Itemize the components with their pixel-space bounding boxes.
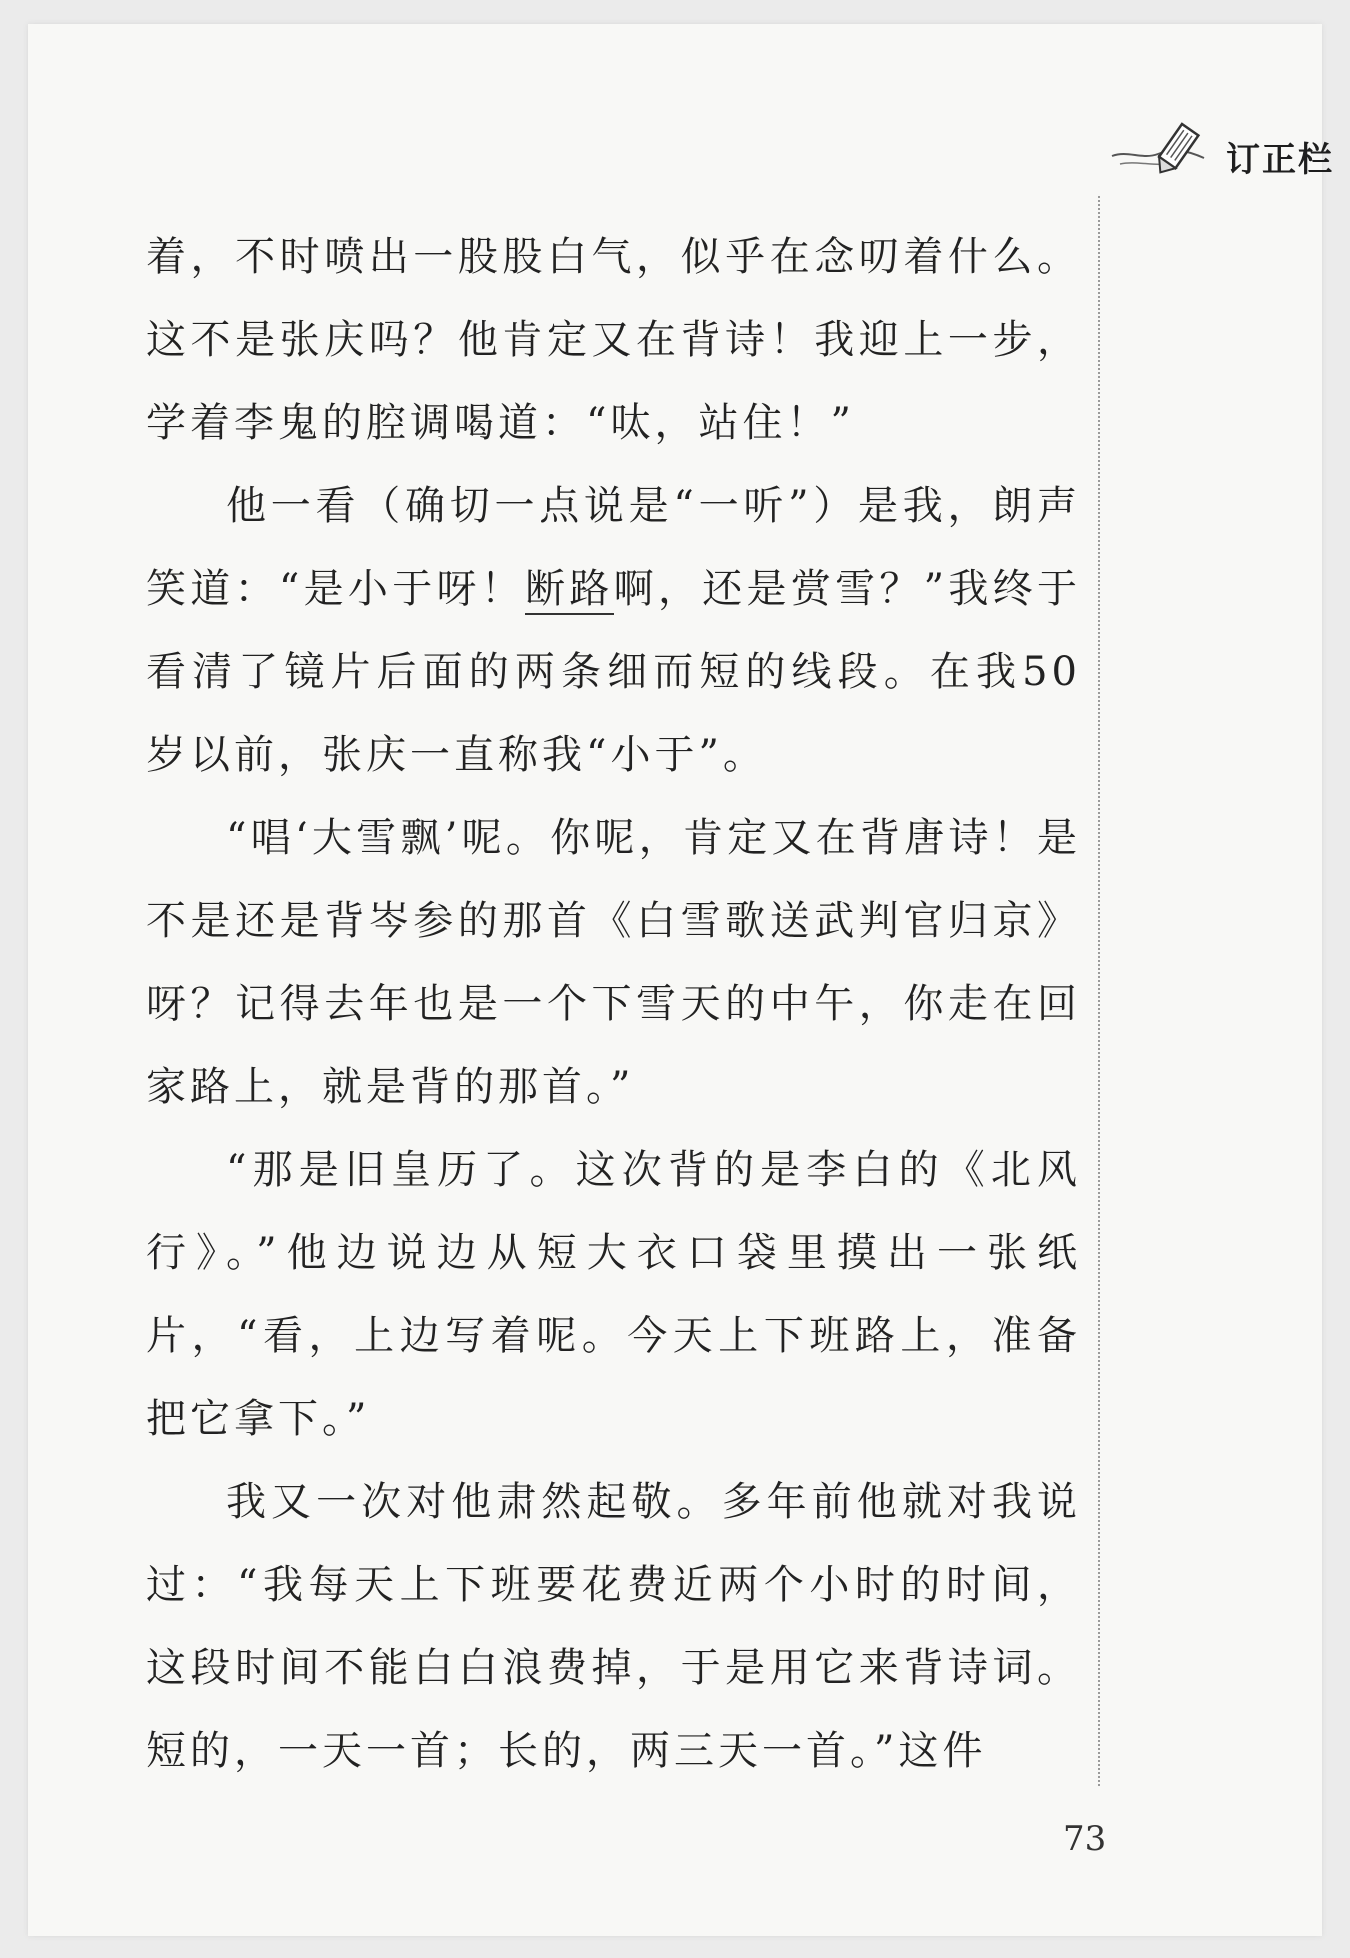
paragraph-text: 我又一次对他肃然起敬。多年前他就对我说过：“我每天上下班要花费近两个小时的时间，这段时间不能白白浪费掉，于是用它来背诗词。短的，一天一首；长的，两三天一首。”这件 xyxy=(146,1479,1081,1774)
page-number: 73 xyxy=(1063,1819,1107,1859)
pencil-icon xyxy=(1108,120,1228,184)
correction-column-header xyxy=(1108,120,1338,190)
paragraph-text: “那是旧皇历了。这次背的是李白的《北风行》。”他边说边从短大衣口袋里摸出一张纸片，“看，上边写着呢。今天上下班路上，准备把它拿下。” xyxy=(146,1147,1081,1442)
paragraph-text: 他一看（确切一点说是“一听”）是我，朗声笑道：“是小于呀！ xyxy=(146,483,1081,612)
paragraph xyxy=(146,216,1081,465)
paragraph-text: 着，不时喷出一股股白气，似乎在念叨着什么。这不是张庆吗？他肯定又在背诗！我迎上一步，学着李鬼的腔调喝道：“呔，站住！” xyxy=(146,234,1081,446)
paragraph xyxy=(146,797,1081,1129)
underlined-phrase: 断路 xyxy=(525,566,614,615)
book-page xyxy=(28,24,1334,1936)
paragraph xyxy=(146,1129,1081,1461)
paragraph-text: “唱‘大雪飘’呢。你呢，肯定又在背唐诗！是不是还是背岑参的那首《白雪歌送武判官归京》呀？记得去年也是一个下雪天的中午，你走在回家路上，就是背的那首。” xyxy=(146,815,1081,1110)
paragraph-text: 啊，还是赏雪？”我终于看清了镜片后面的两条细而短的线段。在我50岁以前，张庆一直称我“小于”。 xyxy=(146,566,1082,778)
story-text xyxy=(146,216,1081,1793)
paragraph xyxy=(146,1461,1081,1793)
correction-column-title: 订正栏 xyxy=(1226,140,1334,180)
paragraph xyxy=(146,465,1081,797)
margin-dotted-divider xyxy=(1098,196,1100,1786)
